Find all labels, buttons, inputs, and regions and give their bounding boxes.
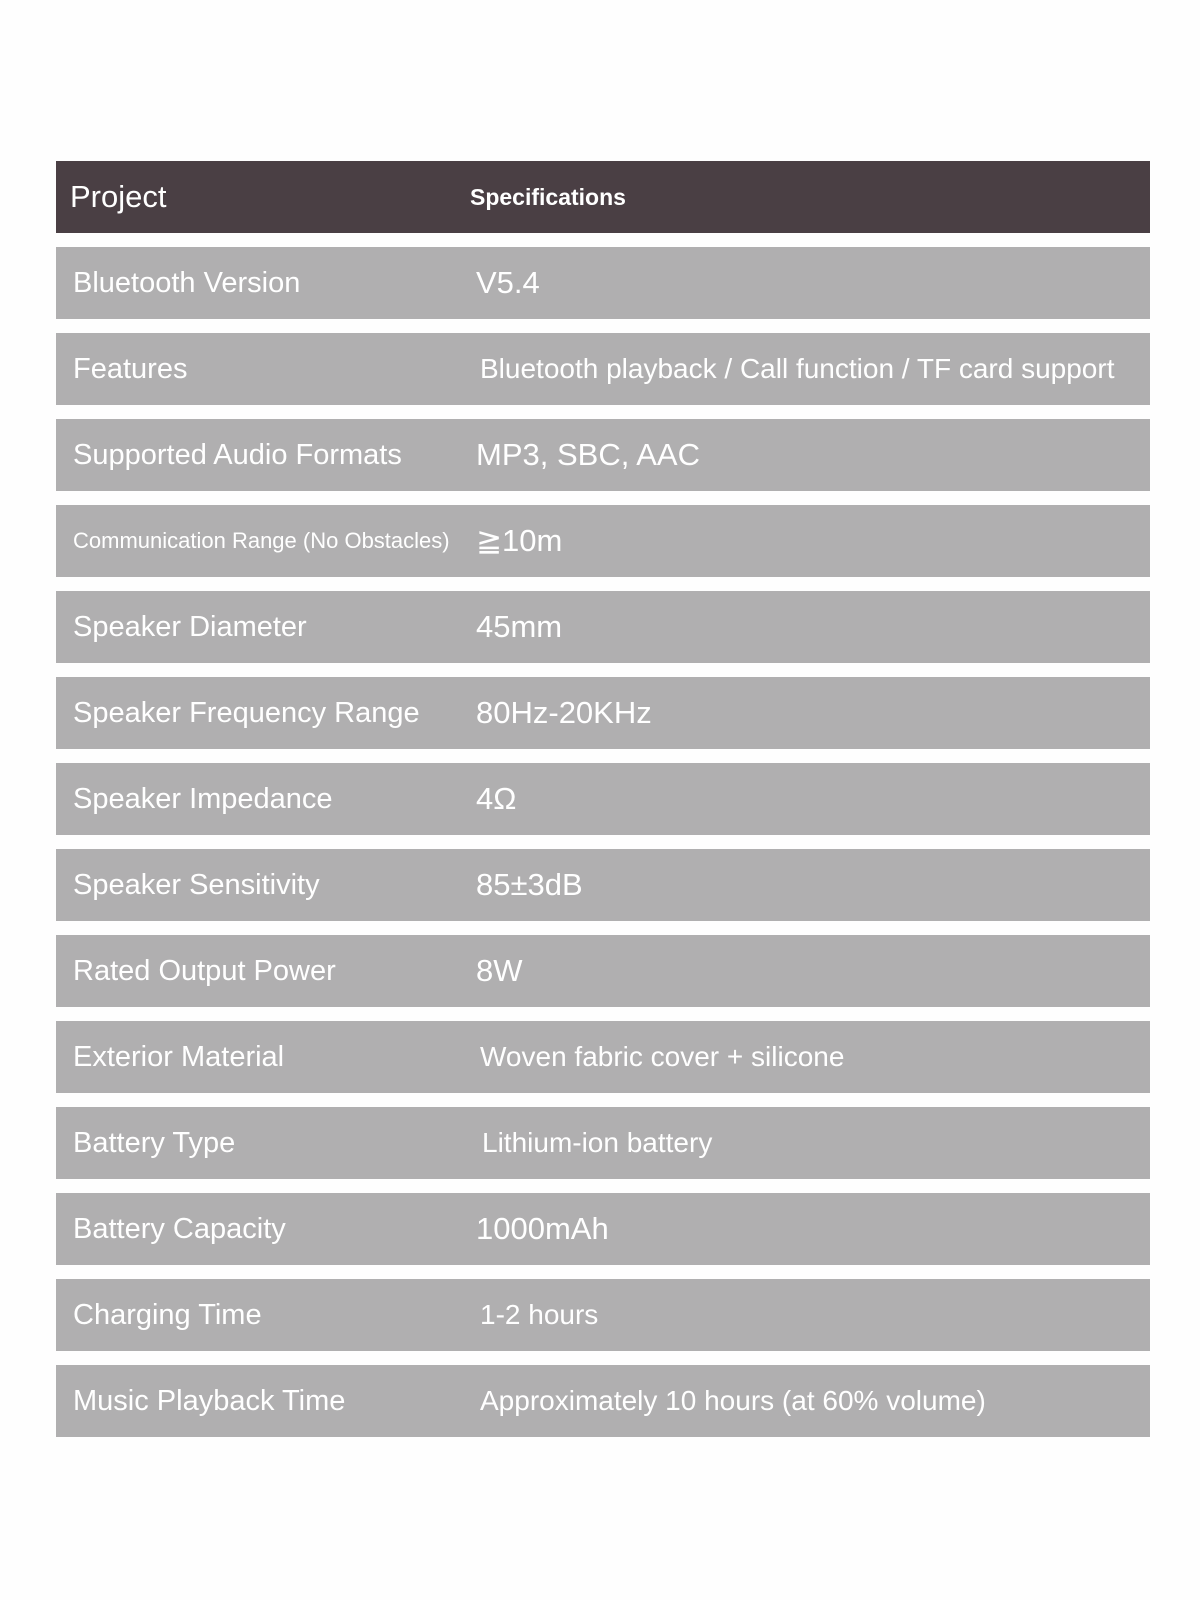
row-label: Rated Output Power: [73, 954, 336, 987]
table-row: [56, 247, 1150, 319]
row-value: 45mm: [476, 609, 563, 644]
row-value: 1000mAh: [476, 1211, 609, 1246]
table-row: [56, 419, 1150, 491]
row-value: 8W: [476, 953, 523, 988]
row-value: Woven fabric cover + silicone: [480, 1041, 845, 1072]
row-value: 4Ω: [476, 781, 517, 816]
row-label: Battery Capacity: [73, 1212, 286, 1245]
row-label: Speaker Impedance: [73, 782, 333, 815]
table-row: [56, 1107, 1150, 1179]
row-label: Speaker Diameter: [73, 610, 307, 643]
table-row: [56, 1365, 1150, 1437]
table-row: [56, 677, 1150, 749]
row-value: 1-2 hours: [480, 1299, 599, 1330]
header-specifications: Specifications: [470, 183, 626, 210]
row-label: Features: [73, 352, 188, 385]
table-row: [56, 505, 1150, 577]
table-row: [56, 849, 1150, 921]
row-label: Music Playback Time: [73, 1384, 346, 1417]
row-value: 85±3dB: [476, 867, 583, 902]
table-header: [56, 161, 1150, 233]
header-project: Project: [70, 179, 167, 214]
spec-table: [56, 161, 1150, 1451]
table-row: [56, 763, 1150, 835]
row-value: Bluetooth playback / Call function / TF card support: [480, 353, 1115, 384]
row-value: V5.4: [476, 265, 540, 300]
table-row: [56, 1279, 1150, 1351]
row-value: Approximately 10 hours (at 60% volume): [480, 1385, 986, 1416]
row-label: Speaker Frequency Range: [73, 696, 420, 729]
row-value: MP3, SBC, AAC: [476, 437, 700, 472]
row-label: Exterior Material: [73, 1040, 285, 1073]
table-row: [56, 1021, 1150, 1093]
row-label: Charging Time: [73, 1298, 262, 1331]
table-row: [56, 591, 1150, 663]
row-label: Communication Range (No Obstacles): [73, 528, 450, 553]
row-label: Bluetooth Version: [73, 266, 301, 299]
row-value: 80Hz-20KHz: [476, 695, 652, 730]
row-label: Supported Audio Formats: [73, 438, 402, 471]
row-value: ≧10m: [476, 523, 563, 558]
table-row: [56, 1193, 1150, 1265]
row-label: Battery Type: [73, 1126, 236, 1159]
table-row: [56, 333, 1150, 405]
row-label: Speaker Sensitivity: [73, 868, 320, 901]
table-row: [56, 935, 1150, 1007]
row-value: Lithium-ion battery: [482, 1127, 713, 1158]
